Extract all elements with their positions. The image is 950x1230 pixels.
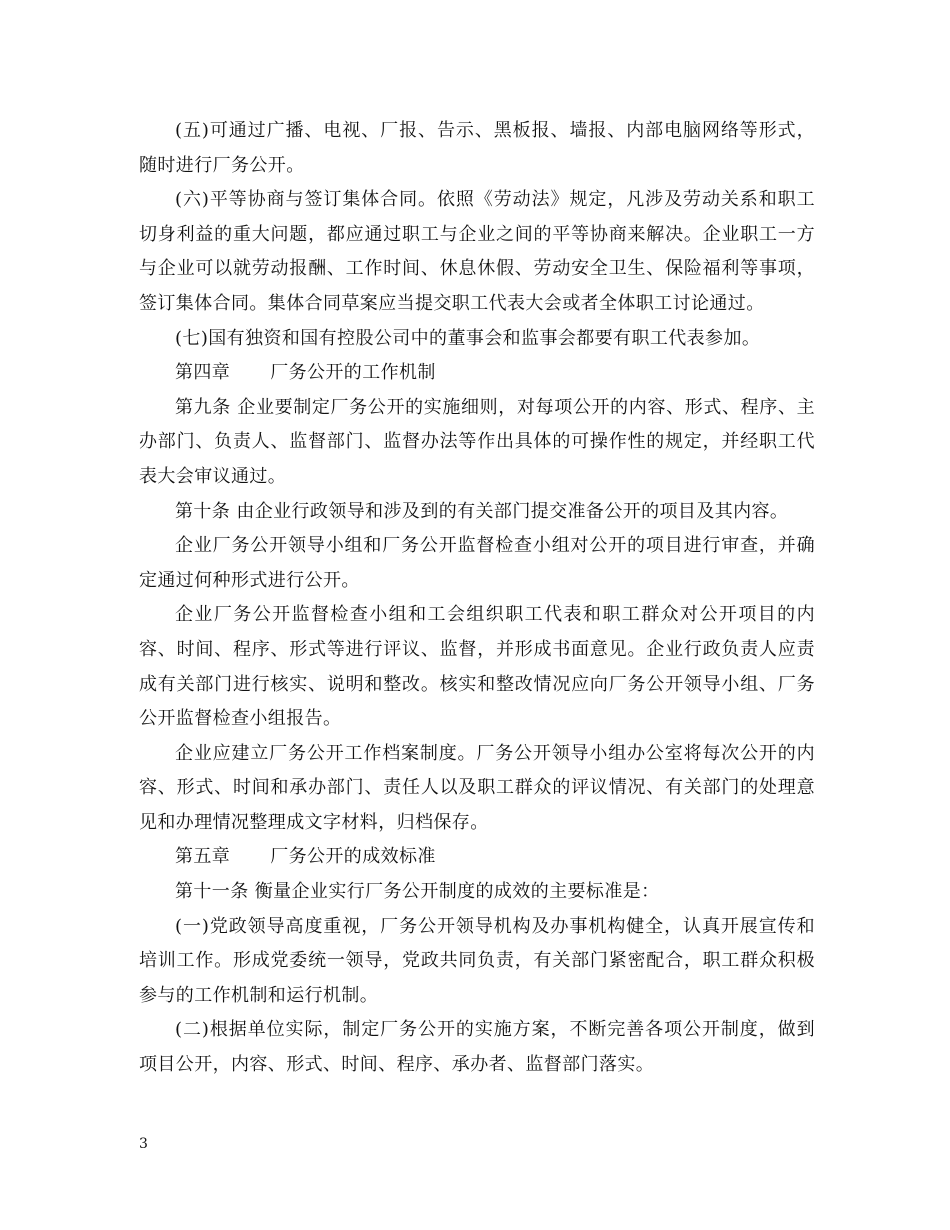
paragraph-item-5: (五)可通过广播、电视、厂报、告示、黑板报、墙报、内部电脑网络等形式，随时进行厂务公开。 <box>139 120 815 176</box>
article-10: 第十条 由企业行政领导和涉及到的有关部门提交准备公开的项目及其内容。 <box>175 500 789 522</box>
article-9: 第九条 企业要制定厂务公开的实施细则，对每项公开的内容、形式、程序、主办部门、负责人、监督部门、监督办法等作出具体的可操作性的规定，并经职工代表大会审议通过。 <box>139 396 815 487</box>
article-11: 第十一条 衡量企业实行厂务公开制度的成效的主要标准是： <box>175 881 660 903</box>
chapter-4-heading <box>139 356 815 391</box>
chapter-4-number: 第四章 <box>175 362 231 384</box>
chapter-5-title: 厂务公开的成效标准 <box>270 846 436 868</box>
paragraph-review: 企业厂务公开领导小组和厂务公开监督检查小组对公开的项目进行审查，并确定通过何种形式进行公开。 <box>139 535 815 591</box>
paragraph-supervision: 企业厂务公开监督检查小组和工会组织职工代表和职工群众对公开项目的内容、时间、程序、形式等进行评议、监督，并形成书面意见。企业行政负责人应责成有关部门进行核实、说明和整改。核实和整改情况应向厂务公开领导小组、厂务公开监督检查小组报告。 <box>139 604 815 730</box>
paragraph-archive: 企业应建立厂务公开工作档案制度。厂务公开领导小组办公室将每次公开的内容、形式、时间和承办部门、责任人以及职工群众的评议情况、有关部门的处理意见和办理情况整理成文字材料，归档保存。 <box>139 742 815 833</box>
chapter-5-heading <box>139 840 815 875</box>
paragraph-item-7-board-representation: (七)国有独资和国有控股公司中的董事会和监事会都要有职工代表参加。 <box>175 327 761 349</box>
standard-item-1: (一)党政领导高度重视，厂务公开领导机构及办事机构健全，认真开展宣传和培训工作。形成党委统一领导，党政共同负责，有关部门紧密配合，职工群众积极参与的工作机制和运行机制。 <box>139 915 815 1006</box>
standard-item-2: (二)根据单位实际，制定厂务公开的实施方案，不断完善各项公开制度，做到项目公开，内容、形式、时间、程序、承办者、监督部门落实。 <box>139 1019 815 1076</box>
page-number: 3 <box>139 1136 148 1152</box>
chapter-5-number: 第五章 <box>175 846 231 868</box>
document-body <box>139 114 815 1083</box>
paragraph-item-6-collective-contract: (六)平等协商与签订集体合同。依照《劳动法》规定，凡涉及劳动关系和职工切身利益的重大问题，都应通过职工与企业之间的平等协商来解决。企业职工一方与企业可以就劳动报酬、工作时间、休息休假、劳动安全卫生、保险福利等事项，签订集体合同。集体合同草案应当提交职工代表大会或者全体职工讨论通过。 <box>139 189 815 314</box>
chapter-4-title: 厂务公开的工作机制 <box>270 362 436 384</box>
